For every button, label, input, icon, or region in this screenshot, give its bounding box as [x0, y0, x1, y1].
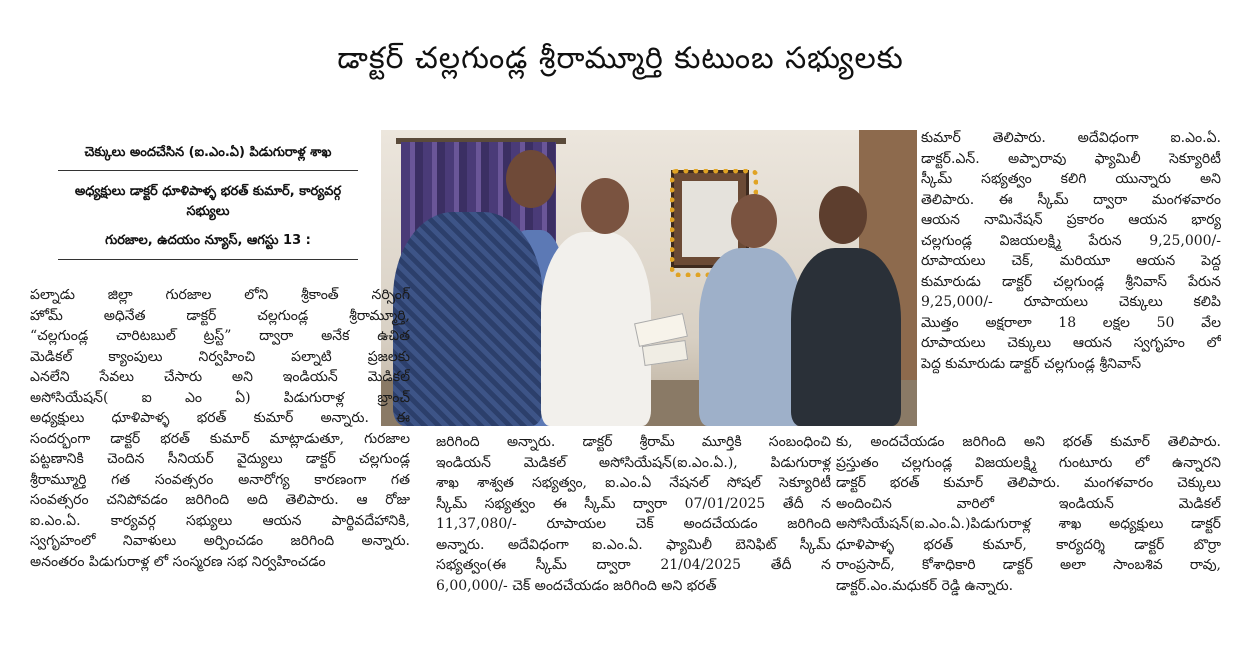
article-line: సభ్యత్వం(ఈ స్కీమ్ ద్వారా 21/04/2025 తేదీ న: [436, 557, 831, 573]
article-line: అధ్యక్షులు ధూళిపాళ్ళ భరత్ కుమార్ అన్నారు. ఈ: [30, 410, 410, 426]
news-photo: [381, 130, 917, 426]
article-line: స్కీమ్ సభ్యత్వం ఈ స్కీమ్ ద్వారా 07/01/2025 తేదీ న: [436, 495, 831, 512]
article-line: ఐ.ఎం.ఏ. కార్యవర్గ సభ్యులు ఆయన పార్థివదేహానికి,: [30, 512, 410, 529]
article-line: పెద్ద కుమారుడు డాక్టర్ చల్లగుండ్ల శ్రీనివాస్: [921, 355, 1142, 372]
byline-divider: [58, 170, 358, 171]
article-line: రాంప్రసాద్, కోశాధికారి డాక్టర్ అలా సాంబశివ రావు,: [836, 557, 1221, 573]
article-column-1: [30, 285, 410, 572]
article-line: రూపాయలు చెక్, మరియూ ఆయన పెద్ద: [921, 253, 1221, 269]
article-line: స్వగృహంలో నివాళులు అర్పించడం జరిగింది అన్నారు.: [30, 533, 410, 549]
byline-line-1: చెక్కులు అందచేసిన (ఐ.ఎం.ఏ) పిడుగురాళ్ల శాఖ: [84, 145, 332, 160]
article-column-3-top: [921, 128, 1221, 374]
dateline-divider: [58, 259, 358, 260]
article-line: స్కీమ్ సభ్యత్వం కలిగి యున్నారు అని: [921, 171, 1221, 187]
article-line: తెలిపారు. ఈ స్కీమ్ ద్వారా మంగళవారం: [921, 191, 1221, 208]
article-line: హోమ్ అధినేత డాక్టర్ చల్లగుండ్ల శ్రీరామ్మూర్తి,: [30, 307, 410, 324]
article-line: అన్నారు. అదేవిధంగా ఐ.ఎం.ఏ. ఫ్యామిలీ బెనిఫిట్ స్కీమ్: [436, 536, 831, 553]
article-line: రూపాయలు చెక్కులు ఆయన స్వగృహం లో: [921, 335, 1221, 351]
article-line: ఎనలేని సేవలు చేసారు అని ఇండియన్ మెడికల్: [30, 369, 410, 385]
article-line: శాఖ శాశ్వత సభ్యత్వం, ఐ.ఎం.ఏ నేషనల్ సోషల్ సెక్యూరిటీ: [436, 475, 831, 491]
article-line: 9,25,000/- రూపాయలు చెక్కులు కలిపి: [921, 294, 1221, 310]
article-line: డాక్టర్.ఎం.మధుకర్ రెడ్డి ఉన్నారు.: [836, 577, 1014, 594]
byline-line-3: సభ్యులు: [186, 204, 230, 219]
byline-line-2: అధ్యక్షులు డాక్టర్ ధూళిపాళ్ళ భరత్ కుమార్, కార్యవర్గ: [74, 184, 342, 199]
article-column-2: [436, 432, 831, 596]
article-line: “చల్లగుండ్ల చారిటబుల్ ట్రస్ట్” ద్వారా అనేక ఉచిత: [30, 328, 410, 344]
article-line: డాక్టర్ భరత్ కుమార్ తెలిపారు. మంగళవారం చెక్కులు: [836, 475, 1221, 491]
article-line: జరిగింది అన్నారు. డాక్టర్ శ్రీరామ్ మూర్తికి సంబంధించి: [436, 434, 831, 450]
article-line: అసోసియేషన్( ఐ ఎం ఏ) పిడుగురాళ్ల బ్రాంచ్: [30, 389, 410, 406]
article-line: ఇండియన్ మెడికల్ అసోసియేషన్(ఐ.ఎం.ఏ.), పిడుగురాళ్ల: [436, 454, 831, 471]
article-line: ఆయన నామినేషన్ ప్రకారం ఆయన భార్య: [921, 212, 1221, 228]
article-line: మొత్తం అక్షరాలా 18 లక్షల 50 వేల: [921, 314, 1221, 331]
article-line: పల్నాడు జిల్లా గురజాల లోని శ్రీకాంత్ నర్సింగ్: [30, 287, 410, 303]
article-line: అనంతరం పిడుగురాళ్ల లో సంస్మరణ సభ నిర్వహించడం: [30, 553, 326, 570]
article-line: మెడికల్ క్యాంపులు నిర్వహించి పల్నాటి ప్రజలకు: [30, 348, 410, 365]
article-line: శ్రీరామ్మూర్తి గత సంవత్సరం అనారోగ్య కారణంగా గత: [30, 471, 410, 488]
article-line: ధూళిపాళ్ళ భరత్ కుమార్, కార్యదర్శి డాక్టర్ బొర్రా: [836, 536, 1221, 553]
article-line: కుమార్ తెలిపారు. అదేవిధంగా ఐ.ఎం.ఏ.: [921, 130, 1221, 146]
article-line: సందర్భంగా డాక్టర్ భరత్ కుమార్ మాట్లాడుతూ, గురజాల: [30, 430, 410, 447]
headline: డాక్టర్ చల్లగుండ్ల శ్రీరామ్మూర్తి కుటుంబ సభ్యులకు: [337, 41, 904, 76]
article-line: అందించిన వారిలో ఇండియన్ మెడికల్: [836, 495, 1221, 512]
article-line: కుమారుడు డాక్టర్ చల్లగుండ్ల శ్రీనివాస్ పేరున: [921, 273, 1221, 290]
article-line: చల్లగుండ్ల విజయలక్ష్మి పేరున 9,25,000/-: [921, 232, 1221, 249]
article-line: ప్రస్తుతం చల్లగుండ్ల విజయలక్ష్మి గుంటూరు లో ఉన్నారని: [836, 454, 1221, 471]
article-column-3-bottom: [836, 432, 1221, 596]
article-line: సంవత్సరం చనిపోవడం జరిగింది అది తెలిపారు. ఆ రోజు: [30, 492, 410, 508]
article-line: అసోసియేషన్(ఐ.ఎం.ఏ.)పిడుగురాళ్ల శాఖ అధ్యక్షులు డాక్టర్: [836, 516, 1221, 532]
article-line: కు, అందచేయడం జరిగింది అని భరత్ కుమార్ తెలిపారు.: [836, 434, 1221, 450]
article-line: డాక్టర్.ఎన్. అప్పారావు ఫ్యామిలీ సెక్యూరిటీ: [921, 150, 1221, 167]
article-line: 11,37,080/- రూపాయల చెక్ అందచేయడం జరిగింది: [436, 516, 831, 532]
dateline: గురజాల, ఉదయం న్యూస్, ఆగస్టు 13 :: [105, 233, 311, 248]
article-line: పట్టణానికి చెందిన సీనియర్ వైద్యులు డాక్టర్ చల్లగుండ్ల: [30, 451, 410, 467]
article-line: 6,00,000/- చెక్ అందచేయడం జరిగింది అని భరత్: [436, 577, 717, 594]
